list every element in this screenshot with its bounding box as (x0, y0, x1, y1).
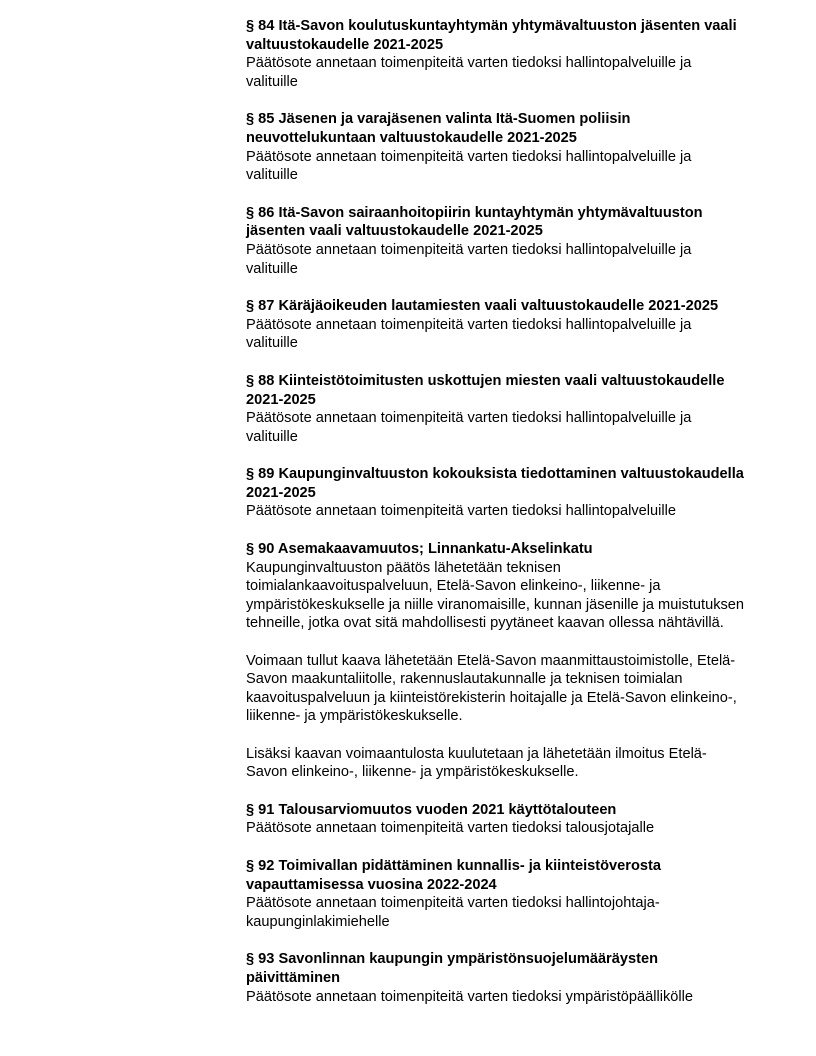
item-body (246, 559, 746, 782)
item-body (246, 54, 746, 91)
agenda-item-89 (246, 465, 746, 521)
item-paragraph: Päätösote annetaan toimenpiteitä varten tiedoksi ympäristöpäällikölle (246, 988, 693, 1005)
item-paragraph: Päätösote annetaan toimenpiteitä varten tiedoksi hallintopalveluille ja valituille (246, 55, 692, 90)
agenda-item-90 (246, 540, 746, 782)
item-body (246, 819, 746, 838)
item-title: § 90 Asemakaavamuutos; Linnankatu-Akselinkatu (246, 541, 593, 558)
item-body (246, 894, 746, 931)
agenda-item-93 (246, 950, 746, 1006)
item-title: § 91 Talousarviomuutos vuoden 2021 käyttötalouteen (246, 801, 617, 818)
item-title: § 88 Kiinteistötoimitusten uskottujen miesten vaali valtuustokaudelle 2021-2025 (246, 372, 725, 408)
document-page (246, 17, 746, 1025)
item-paragraph: Päätösote annetaan toimenpiteitä varten tiedoksi hallintopalveluille (246, 503, 676, 520)
item-body (246, 988, 746, 1007)
item-body (246, 316, 746, 353)
item-title: § 93 Savonlinnan kaupungin ympäristönsuojelumääräysten päivittäminen (246, 951, 658, 986)
item-paragraph: Päätösote annetaan toimenpiteitä varten tiedoksi talousjotajalle (246, 820, 655, 837)
item-title: § 85 Jäsenen ja varajäsenen valinta Itä-Suomen poliisin neuvottelukuntaan valtuustokaudelle 2021-2025 (246, 111, 631, 146)
agenda-item-84 (246, 17, 746, 91)
item-title: § 92 Toimivallan pidättäminen kunnallis- ja kiinteistöverosta vapauttamisessa vuosina 2022-2024 (246, 857, 661, 893)
item-paragraph: Päätösote annetaan toimenpiteitä varten tiedoksi hallintopalveluille ja valituille (246, 241, 692, 277)
item-title: § 86 Itä-Savon sairaanhoitopiirin kuntayhtymän yhtymävaltuuston jäsenten vaali valtuustokaudelle 2021-2025 (246, 204, 703, 240)
item-title: § 89 Kaupunginvaltuuston kokouksista tiedottaminen valtuustokaudella 2021-2025 (246, 466, 744, 501)
item-title: § 84 Itä-Savon koulutuskuntayhtymän yhtymävaltuuston jäsenten vaali valtuustokaudelle 2021-2025 (246, 18, 737, 53)
agenda-item-88 (246, 372, 746, 446)
agenda-item-85 (246, 110, 746, 184)
item-paragraph: Päätösote annetaan toimenpiteitä varten tiedoksi hallintopalveluille ja valituille (246, 410, 692, 445)
item-paragraph: Päätösote annetaan toimenpiteitä varten tiedoksi hallintopalveluille ja valituille (246, 316, 692, 352)
agenda-item-92 (246, 857, 746, 931)
item-body (246, 502, 746, 521)
agenda-item-87 (246, 297, 746, 353)
item-paragraph: Voimaan tullut kaava lähetetään Etelä-Savon maanmittaustoimistolle, Etelä-Savon maakuntaliitolle, rakennuslautakunnalle ja teknisen toimialan kaavoituspalveluun ja kiinteistörekisterin hoitajalle ja Etelä-Savon elinkeino-, liikenne- ja ympäristökeskukselle. (246, 652, 737, 725)
agenda-item-91 (246, 801, 746, 838)
item-title: § 87 Käräjäoikeuden lautamiesten vaali valtuustokaudelle 2021-2025 (246, 298, 719, 315)
item-paragraph: Päätösote annetaan toimenpiteitä varten tiedoksi hallintojohtaja-kaupunginlakimiehelle (246, 895, 660, 930)
agenda-item-86 (246, 204, 746, 278)
item-paragraph: Päätösote annetaan toimenpiteitä varten tiedoksi hallintopalveluille ja valituille (246, 148, 692, 184)
item-body (246, 148, 746, 185)
item-paragraph: Lisäksi kaavan voimaantulosta kuulutetaan ja lähetetään ilmoitus Etelä-Savon elinkeino-, liikenne- ja ympäristökeskukselle. (246, 745, 707, 781)
item-body (246, 241, 746, 278)
item-paragraph: Kaupunginvaltuuston päätös lähetetään teknisen toimialankaavoituspalveluun, Etelä-Savon elinkeino-, liikenne- ja ympäristökeskukselle ja niille viranomaisille, kunnan jäsenille ja muistutuksen tehneille, jotka ovat sitä mahdollisesti pyytäneet kaavan ollessa nähtävillä. (246, 559, 745, 632)
item-body (246, 409, 746, 446)
